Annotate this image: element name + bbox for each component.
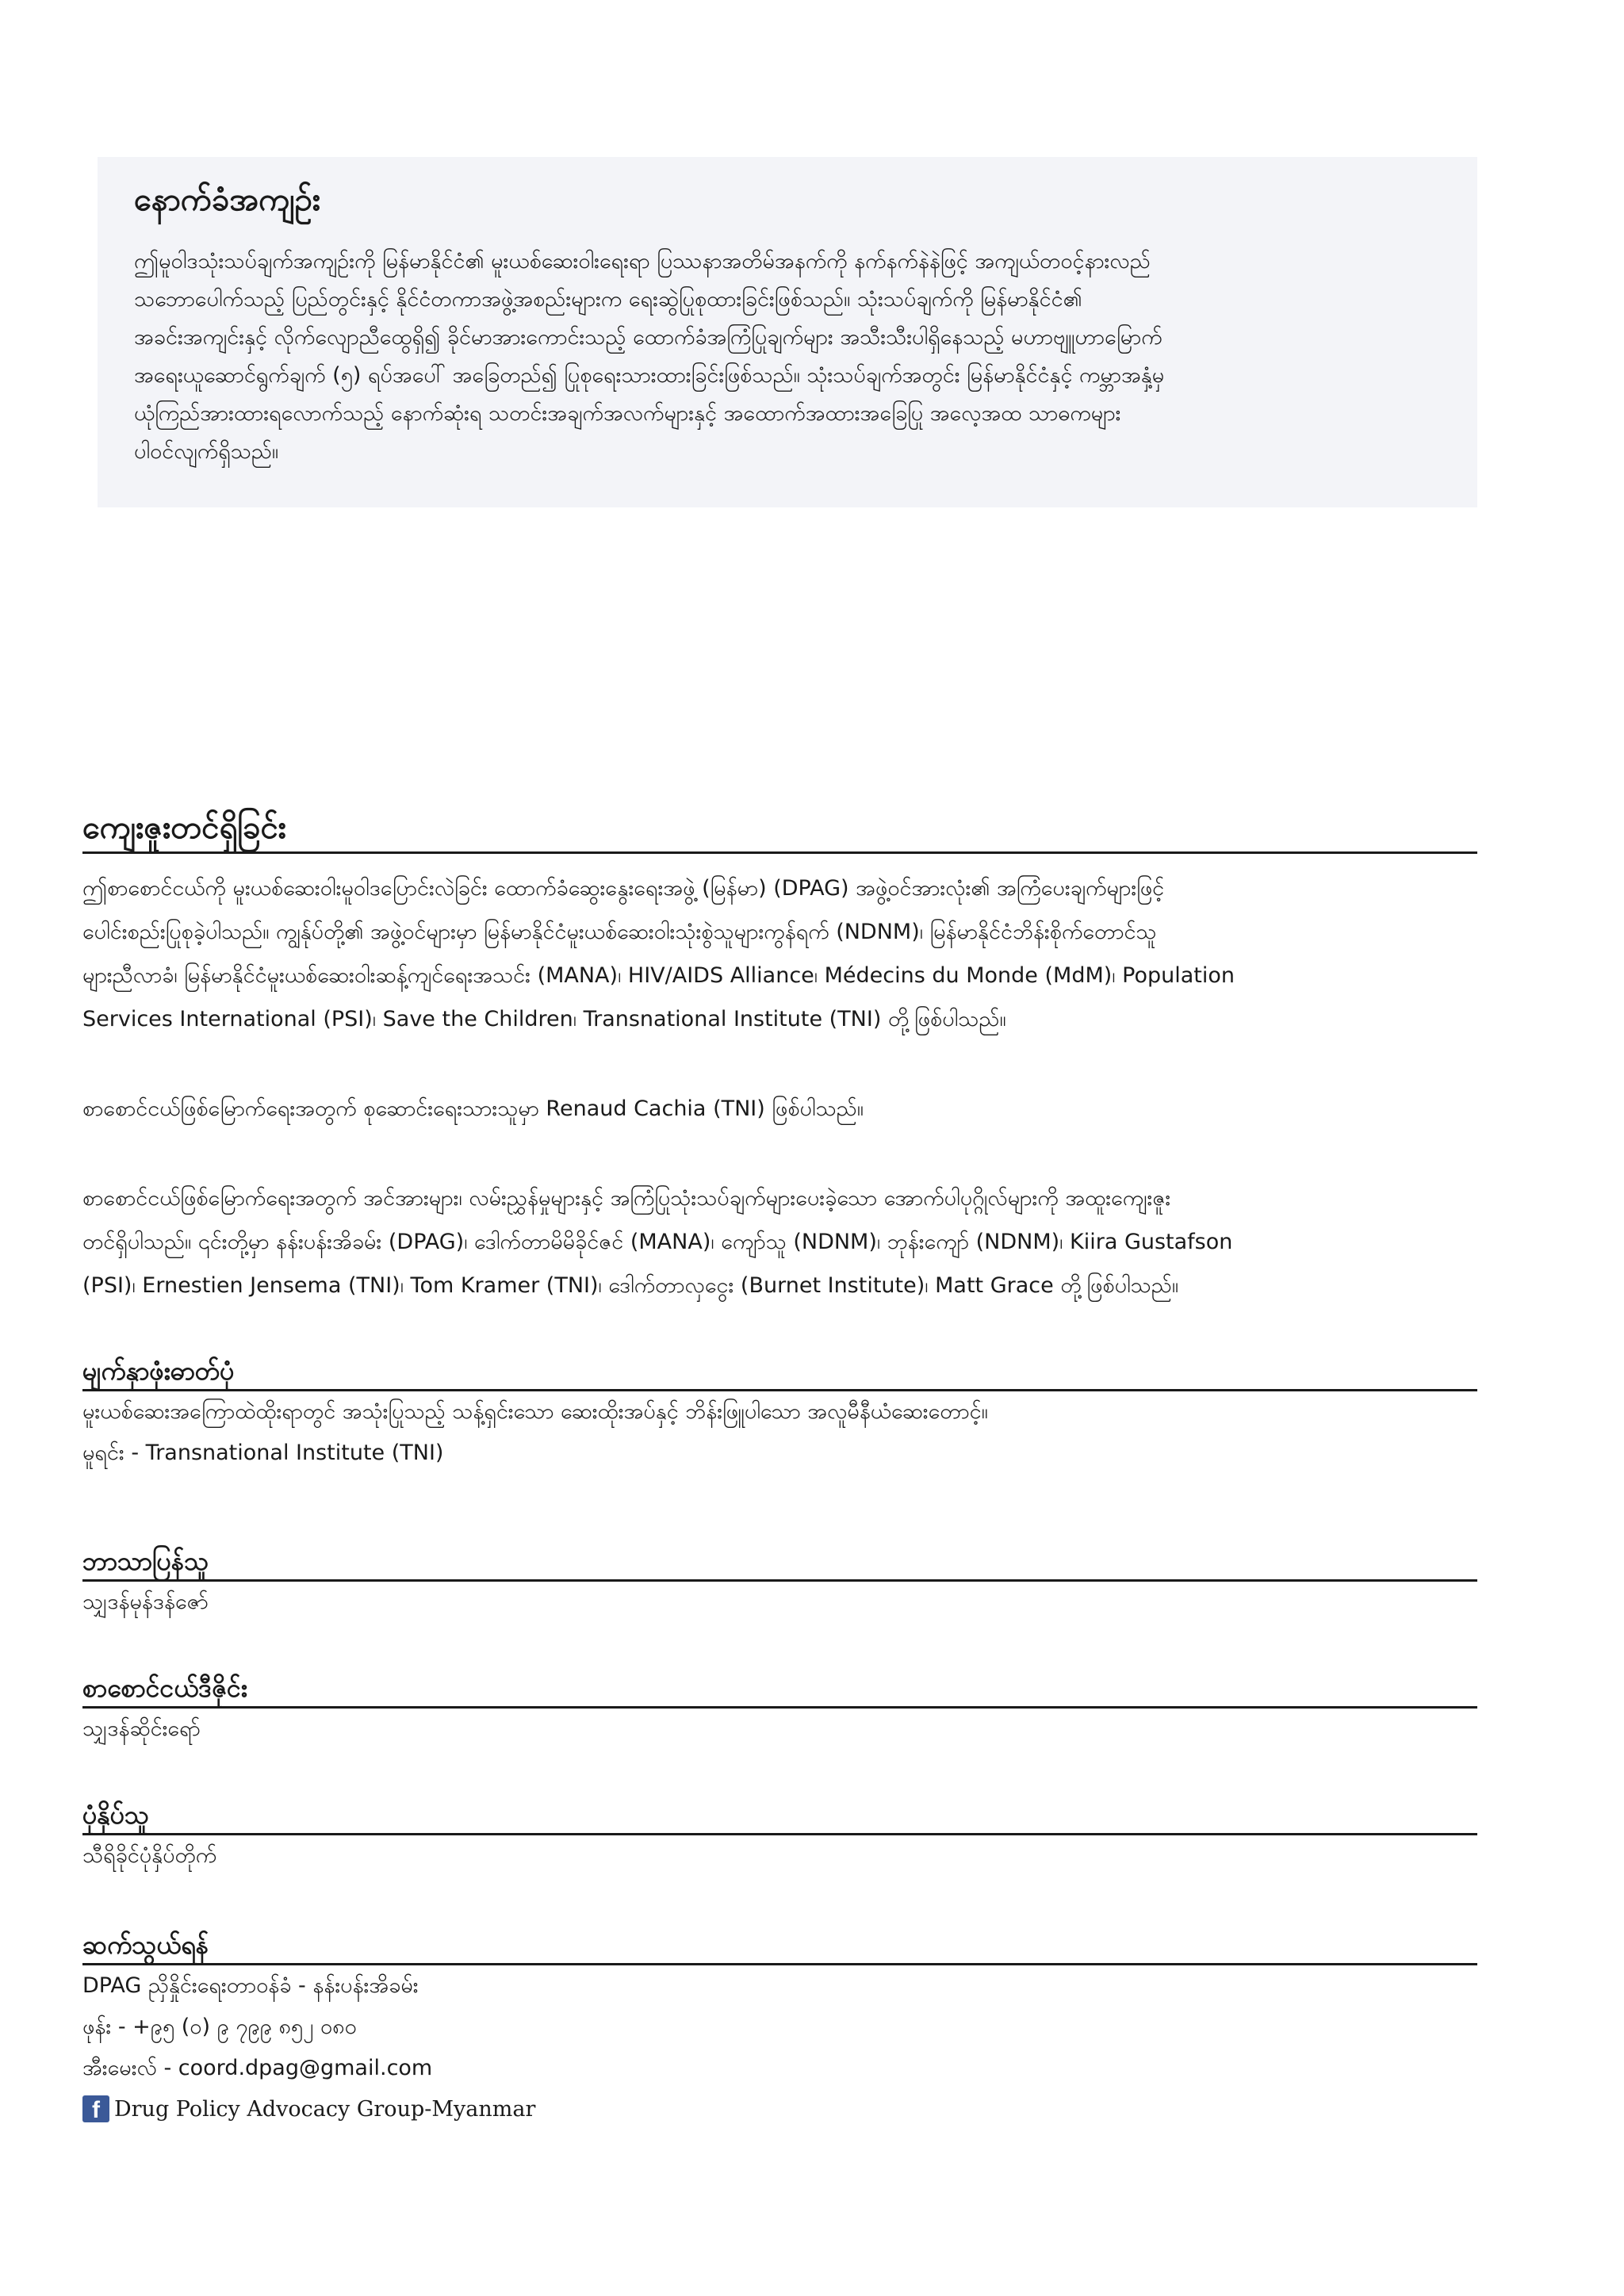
cover-photo-section bbox=[82, 1353, 1477, 1474]
thanks-paragraph bbox=[82, 1177, 1477, 1307]
facebook-link[interactable] bbox=[82, 2095, 1477, 2122]
cover-photo-credit: မူရင်း - Transnational Institute (TNI) bbox=[82, 1441, 444, 1465]
acknowledgements-line: များညီလာခံ၊ မြန်မာနိုင်ငံမူးယစ်ဆေးဝါးဆန့်ကျင်ရေးအသင်း (MANA)၊ HIV/AIDS Alliance၊ Médecins du Monde (MdM)၊ Population bbox=[82, 963, 1235, 988]
cover-photo-heading: မျက်နှာဖုံးဓာတ်ပုံ bbox=[82, 1353, 1477, 1391]
facebook-page-name: Drug Policy Advocacy Group-Myanmar bbox=[114, 2096, 536, 2122]
background-text-line: အရေးယူဆောင်ရွက်ချက် (၅) ရပ်အပေါ် အခြေတည်၍ ပြုစုရေးသားထားခြင်းဖြစ်သည်။ သုံးသပ်ချက်အတွင်း မြန်မာနိုင်ငံနှင့် ကမ္ဘာအနှံ့မှ bbox=[134, 363, 1165, 388]
thanks-line: စာစောင်ငယ်ဖြစ်မြောက်ရေးအတွက် အင်အားများ၊ လမ်းညွှန်မှုများနှင့် အကြံပြုသုံးသပ်ချက်များပေးခဲ့သော အောက်ပါပုဂ္ဂိုလ်များကို အထူးကျေးဇူး bbox=[82, 1186, 1171, 1211]
printer-heading: ပုံနှိပ်သူ bbox=[82, 1797, 1477, 1835]
contact-email[interactable]: အီးမေးလ် - coord.dpag@gmail.com bbox=[82, 2056, 433, 2080]
translator-name: သျှဒန်မုန်ဒန်ဇော် bbox=[82, 1590, 209, 1614]
acknowledgements-heading: ကျေးဇူးတင်ရှိခြင်း bbox=[82, 804, 1477, 854]
compiler-note: စာစောင်ငယ်ဖြစ်မြောက်ရေးအတွက် စုဆောင်းရေးသားသူမှာ Renaud Cachia (TNI) ဖြစ်ပါသည်။ bbox=[82, 1096, 864, 1121]
acknowledgements-line: ဤစာစောင်ငယ်ကို မူးယစ်ဆေးဝါးမူဝါဒပြောင်းလဲခြင်း ထောက်ခံဆွေးနွေးရေးအဖွဲ့ (မြန်မာ) (DPAG) အဖွဲ့ဝင်အားလုံး၏ အကြံပေးချက်များဖြင့် bbox=[82, 876, 1165, 901]
contact-phone: ဖုန်း - +၉၅ (၀) ၉ ၇၉၉ ၈၅၂ ၀၈၀ bbox=[82, 2015, 357, 2039]
background-title: နောက်ခံအကျဉ်း bbox=[134, 182, 321, 218]
cover-photo-caption: မူးယစ်ဆေးအကြောထဲထိုးရာတွင် အသုံးပြုသည့် သန့်ရှင်းသော ဆေးထိုးအပ်နှင့် ဘိန်းဖြူပါသော အလူမီနီယံဆေးတောင့်။ bbox=[82, 1399, 988, 1424]
designer-name: သျှဒန်ဆိုင်းရော် bbox=[82, 1716, 201, 1741]
background-text-line: သဘောပေါက်သည့် ပြည်တွင်းနှင့် နိုင်ငံတကာအဖွဲ့အစည်းများက ရေးဆွဲပြုစုထားခြင်းဖြစ်သည်။ သုံးသပ်ချက်ကို မြန်မာနိုင်ငံ၏ bbox=[134, 287, 1082, 312]
acknowledgements-line: ပေါင်းစည်းပြုစုခဲ့ပါသည်။ ကျွန်ုပ်တို့၏ အဖွဲ့ဝင်များမှာ မြန်မာနိုင်ငံမူးယစ်ဆေးဝါးသုံးစွဲသူများကွန်ရက် (NDNM)၊ မြန်မာနိုင်ငံဘိန်းစိုက်တောင်သူ bbox=[82, 920, 1157, 944]
acknowledgements-paragraph bbox=[82, 867, 1477, 1041]
background-text-line: ဤမူဝါဒသုံးသပ်ချက်အကျဉ်းကို မြန်မာနိုင်ငံ၏ မူးယစ်ဆေးဝါးရေးရာ ပြဿနာအတိမ်အနက်ကို နက်နက်နဲနဲဖြင့် အကျယ်တဝင့်နားလည် bbox=[134, 249, 1151, 274]
printer-name: သီရိခိုင်ပုံနှိပ်တိုက် bbox=[82, 1843, 217, 1868]
translator-heading: ဘာသာပြန်သူ bbox=[82, 1543, 1477, 1582]
acknowledgements-section bbox=[82, 804, 1477, 1307]
background-text-line: ယုံကြည်အားထားရလောက်သည့် နောက်ဆုံးရ သတင်းအချက်အလက်များနှင့် အထောက်အထားအခြေပြု အလေ့အထ သာဓကများ bbox=[134, 401, 1121, 426]
acknowledgements-line: Services International (PSI)၊ Save the Children၊ Transnational Institute (TNI) တို့ဖြစ်ပါသည်။ bbox=[82, 1007, 1006, 1031]
contact-heading: ဆက်သွယ်ရန် bbox=[82, 1927, 1477, 1965]
background-text-line: ပါဝင်လျက်ရှိသည်။ bbox=[134, 439, 279, 464]
background-box bbox=[98, 157, 1477, 507]
contact-section bbox=[82, 1927, 1477, 2122]
background-text-line: အခင်းအကျင်းနှင့် လိုက်လျောညီထွေရှိ၍ ခိုင်မာအားကောင်းသည့် ထောက်ခံအကြံပြုချက်များ အသီးသီးပါရှိနေသည့် မဟာဗျူဟာမြောက် bbox=[134, 325, 1162, 350]
designer-section bbox=[82, 1670, 1477, 1750]
translator-section bbox=[82, 1543, 1477, 1623]
printer-section bbox=[82, 1797, 1477, 1877]
thanks-line: (PSI)၊ Ernestien Jensema (TNI)၊ Tom Kramer (TNI)၊ ဒေါက်တာလှငွေး (Burnet Institute)၊ Matt Grace တို့ဖြစ်ပါသည်။ bbox=[82, 1273, 1179, 1298]
facebook-icon: f bbox=[82, 2095, 109, 2122]
contact-coordinator: DPAG ညှိနှိုင်းရေးတာဝန်ခံ - နန်းပန်းအိခမ်း bbox=[82, 1973, 419, 1998]
thanks-line: တင်ရှိပါသည်။ ၎င်းတို့မှာ နန်းပန်းအိခမ်း (DPAG)၊ ဒေါက်တာမိမိခိုင်ဇင် (MANA)၊ ကျော်သူ (NDNM)၊ ဘုန်းကျော် (NDNM)၊ Kiira Gustafson bbox=[82, 1230, 1233, 1254]
designer-heading: စာစောင်ငယ်ဒီဇိုင်း bbox=[82, 1670, 1477, 1709]
